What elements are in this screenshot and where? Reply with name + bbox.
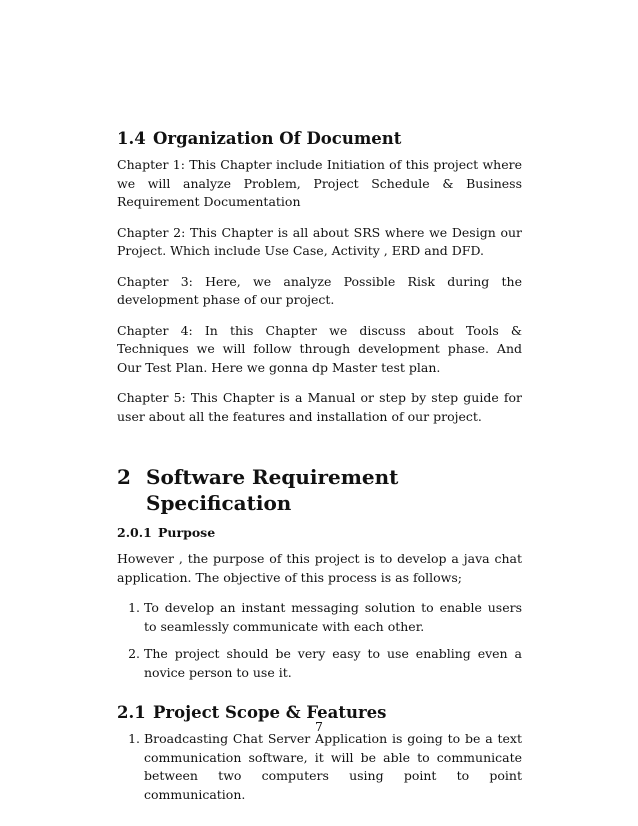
list-item [117,599,522,636]
chapter-1-paragraph: Chapter 1: This Chapter include Initiation of this project where we will analyze Problem, Project Schedule & Business Requirement Documentation [117,157,522,209]
list-item-text: The project should be very easy to use enabling even a novice person to use it. [144,646,522,680]
page-number: 7 [315,719,323,734]
purpose-intro-paragraph: However , the purpose of this project is to develop a java chat application. The objective of this process is as follows; [117,551,522,585]
scope-features-list [117,730,522,804]
chapter-4-paragraph: Chapter 4: In this Chapter we discuss about Tools & Techniques we will follow through development phase. And Our Test Plan. Here we gonna dp Master test plan. [117,322,522,375]
list-marker: 2. [128,646,140,661]
list-item [117,645,522,682]
section-title: Project Scope & Features [153,703,387,722]
subsection-heading-2-0-1 [117,524,522,542]
purpose-objectives-list [117,599,522,682]
list-marker: 1. [128,731,140,746]
document-page [117,128,522,816]
list-item-text: To develop an instant messaging solution to enable users to seamlessly communicate with each other. [144,600,522,634]
chapter-5-paragraph: Chapter 5: This Chapter is a Manual or step by step guide for user about all the features and installation of our project. [117,390,522,424]
list-marker: 1. [128,600,140,615]
section-number: 2.1 [117,703,146,722]
list-item-text: Broadcasting Chat Server Application is going to be a text communication software, it will be able to communicate between two computers using point to point communication. [144,731,522,802]
section-number: 1.4 [117,129,146,148]
chapter-2-paragraph: Chapter 2: This Chapter is all about SRS where we Design our Project. Which include Use Case, Activity , ERD and DFD. [117,224,522,258]
section-number: 2 [117,465,131,489]
section-title: Purpose [158,525,216,540]
section-heading-2 [117,464,522,516]
chapter-3-paragraph: Chapter 3: Here, we analyze Possible Risk during the development phase of our project. [117,273,522,307]
section-heading-1-4 [117,128,522,150]
list-item [117,730,522,804]
section-number: 2.0.1 [117,525,152,540]
section-title: Software Requirement Specification [146,465,399,515]
section-title: Organization Of Document [153,129,402,148]
